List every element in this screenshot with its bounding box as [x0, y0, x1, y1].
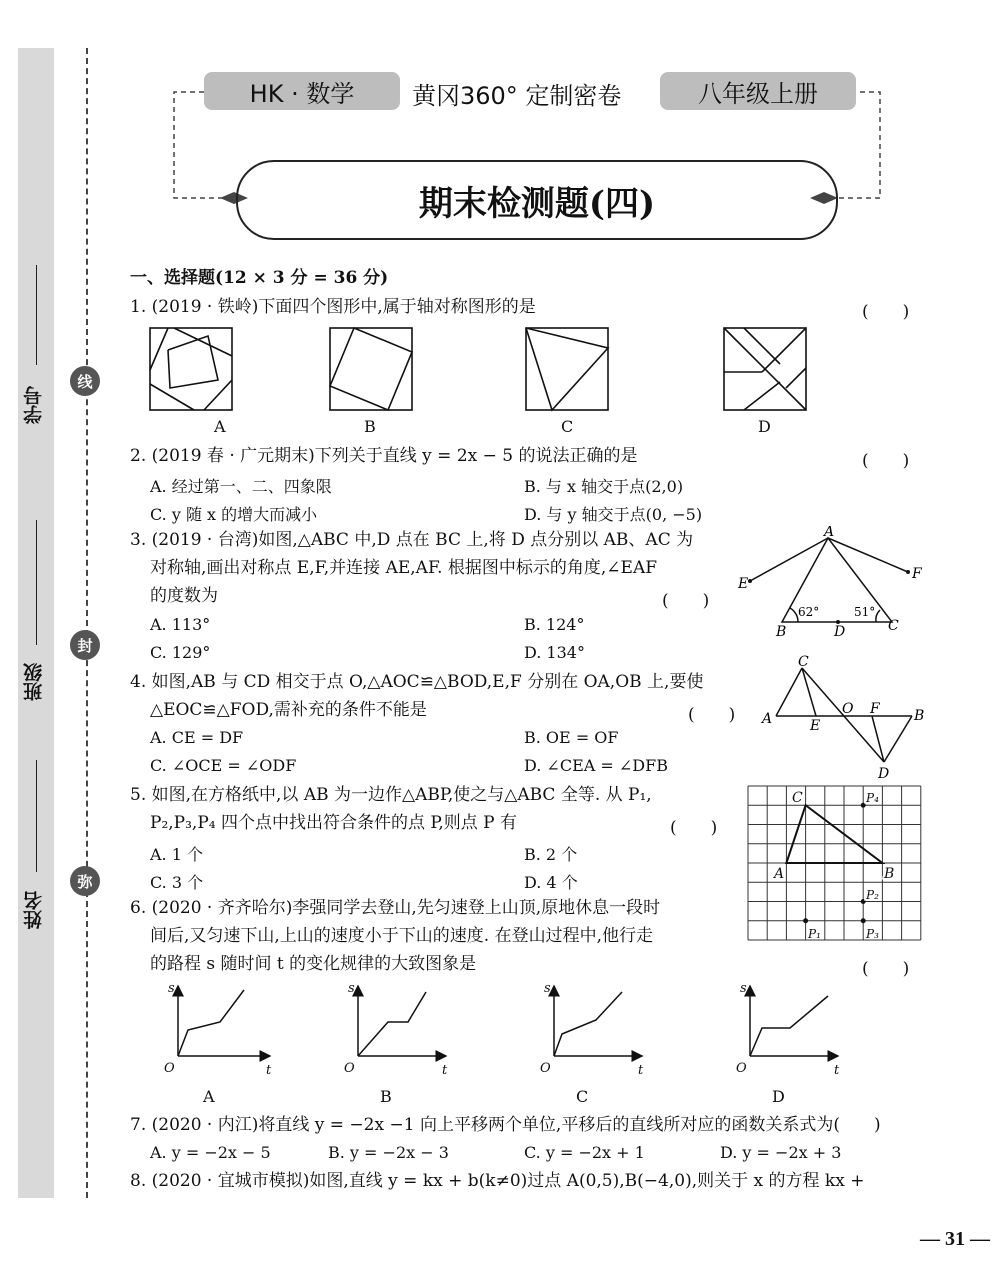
section-heading: 一、选择题(12 × 3 分 = 36 分) [130, 268, 389, 288]
q6-axis-s-b: s [348, 981, 355, 996]
q5-option-c[interactable]: C. 3 个 [150, 873, 204, 892]
q7-option-b[interactable]: B. y = −2x − 3 [328, 1143, 449, 1162]
q3-stem-line2: 对称轴,画出对称点 E,F,并连接 AE,AF. 根据图中标示的角度,∠EAF [150, 558, 658, 578]
student-id-line [36, 265, 38, 365]
q4-stem-line2: △EOC≌△FOD,需补充的条件不能是 [150, 700, 427, 720]
q4-label-b: B [914, 708, 925, 724]
q7-option-c[interactable]: C. y = −2x + 1 [524, 1143, 645, 1162]
q1-figure-b [330, 328, 412, 410]
q6-axis-s-c: s [544, 981, 551, 996]
class-label: 班级 [23, 663, 45, 701]
exam-title: 期末检测题(四) [236, 160, 838, 240]
q2-option-b[interactable]: B. 与 x 轴交于点(2,0) [524, 477, 684, 496]
q4-option-d[interactable]: D. ∠CEA = ∠DFB [524, 756, 668, 775]
q4-label-e: E [810, 718, 821, 734]
q3-angle-c: 51° [854, 605, 876, 619]
q3-answer-paren[interactable]: ( ) [662, 591, 710, 611]
series-title: 黄冈360° 定制密卷 [412, 82, 622, 110]
q5-stem-line1: 5. 如图,在方格纸中,以 AB 为一边作△ABP,使之与△ABC 全等. 从 P₁, [130, 785, 652, 805]
q3-option-d[interactable]: D. 134° [524, 643, 585, 662]
q3-option-b[interactable]: B. 124° [524, 615, 585, 634]
q4-figure [760, 654, 930, 782]
q5-label-p4: P₄ [866, 791, 879, 805]
page-number: — 31 — [920, 1228, 990, 1250]
q5-option-b[interactable]: B. 2 个 [524, 845, 578, 864]
q2-option-a[interactable]: A. 经过第一、二、四象限 [150, 477, 332, 496]
q6-origin-d: O [736, 1061, 747, 1076]
q5-option-d[interactable]: D. 4 个 [524, 873, 578, 892]
q4-label-f: F [870, 701, 880, 717]
q1-answer-paren[interactable]: ( ) [862, 302, 910, 322]
seal-line: 线 [70, 366, 100, 396]
q3-label-e: E [738, 576, 749, 592]
q8-stem: 8. (2020 · 宜城市模拟)如图,直线 y = kx + b(k≠0)过点 A(0,5),B(−4,0),则关于 x 的方程 kx + [130, 1171, 865, 1191]
q2-answer-paren[interactable]: ( ) [862, 451, 910, 471]
name-line [36, 760, 38, 872]
subject-pill: HK · 数学 [204, 72, 400, 110]
q4-option-a[interactable]: A. CE = DF [150, 728, 244, 747]
name-label: 姓名 [23, 891, 45, 929]
q6-axis-t-d: t [834, 1063, 840, 1078]
q6-stem-line1: 6. (2020 · 齐齐哈尔)李强同学去登山,先匀速登上山顶,原地休息一段时 [130, 898, 661, 918]
q3-label-b: B [776, 624, 787, 640]
q4-option-c[interactable]: C. ∠OCE = ∠ODF [150, 756, 297, 775]
q4-label-a: A [762, 711, 773, 727]
q3-option-a[interactable]: A. 113° [150, 615, 211, 634]
q1-label-b: B [364, 417, 376, 436]
q6-axis-s-a: s [168, 981, 175, 996]
q2-option-d[interactable]: D. 与 y 轴交于点(0, −5) [524, 505, 703, 524]
q2-option-c[interactable]: C. y 随 x 的增大而减小 [150, 505, 318, 524]
q5-label-p2: P₂ [866, 888, 879, 902]
q5-label-p1: P₁ [808, 927, 821, 941]
q6-axis-t-c: t [638, 1063, 644, 1078]
q6-origin-b: O [344, 1061, 355, 1076]
q5-label-p3: P₃ [866, 927, 879, 941]
q7-stem: 7. (2020 · 内江)将直线 y = −2x −1 向上平移两个单位,平移后的直线所对应的函数关系式为( ) [130, 1115, 881, 1135]
q3-label-a: A [824, 526, 835, 540]
grade-pill: 八年级上册 [660, 72, 856, 110]
q6-answer-paren[interactable]: ( ) [862, 959, 910, 979]
q6-axis-t-b: t [442, 1063, 448, 1078]
q6-graph-b-line [358, 992, 426, 1056]
q1-label-d: D [758, 417, 771, 436]
q6-label-c: C [576, 1087, 589, 1106]
q3-triangle-figure [730, 526, 930, 641]
q3-angle-b: 62° [798, 605, 820, 619]
q3-stem-line1: 3. (2019 · 台湾)如图,△ABC 中,D 点在 BC 上,将 D 点分别以 AB、AC 为 [130, 530, 694, 550]
q6-graph-a-line [178, 990, 244, 1056]
q6-origin-a: O [164, 1061, 175, 1076]
q5-answer-paren[interactable]: ( ) [670, 818, 718, 838]
q1-label-a: A [214, 417, 226, 436]
seal-close: 弥 [70, 866, 100, 896]
student-id-label: 学号 [23, 386, 45, 424]
q3-stem-line3: 的度数为 [150, 586, 218, 606]
q6-label-d: D [772, 1087, 785, 1106]
q6-stem-line2: 间后,又匀速下山,上山的速度小于下山的速度. 在登山过程中,他行走 [150, 926, 654, 946]
q5-label-a: A [774, 866, 785, 882]
q6-graph-c-line [554, 992, 622, 1056]
q3-option-c[interactable]: C. 129° [150, 643, 211, 662]
q6-axis-t-a: t [266, 1063, 272, 1078]
q1-figures [140, 322, 840, 414]
q1-label-c: C [561, 417, 574, 436]
q6-axis-s-d: s [740, 981, 747, 996]
q5-stem-line2: P₂,P₃,P₄ 四个点中找出符合条件的点 P,则点 P 有 [150, 813, 518, 833]
q6-origin-c: O [540, 1061, 551, 1076]
q4-label-d: D [878, 766, 890, 782]
q5-option-a[interactable]: A. 1 个 [150, 845, 203, 864]
q5-label-b: B [884, 866, 895, 882]
q5-grid-figure [746, 782, 926, 944]
q6-graphs [140, 978, 850, 1088]
q7-option-a[interactable]: A. y = −2x − 5 [150, 1143, 271, 1162]
q3-label-f: F [912, 566, 922, 582]
q4-stem-line1: 4. 如图,AB 与 CD 相交于点 O,△AOC≌△BOD,E,F 分别在 OA,OB 上,要使 [130, 672, 704, 692]
q4-answer-paren[interactable]: ( ) [688, 705, 736, 725]
seal-seal: 封 [70, 630, 100, 660]
class-line [36, 520, 38, 645]
q6-graph-d-line [750, 996, 828, 1056]
q7-option-d[interactable]: D. y = −2x + 3 [720, 1143, 842, 1162]
q2-stem: 2. (2019 春 · 广元期末)下列关于直线 y = 2x − 5 的说法正确的是 [130, 446, 638, 466]
binding-dashed-line [86, 48, 88, 1198]
q4-label-c: C [798, 654, 809, 670]
q4-label-o: O [842, 701, 854, 717]
q3-label-c: C [888, 618, 899, 634]
q5-label-c: C [792, 790, 803, 806]
q4-option-b[interactable]: B. OE = OF [524, 728, 619, 747]
q6-label-b: B [380, 1087, 392, 1106]
q1-stem: 1. (2019 · 铁岭)下面四个图形中,属于轴对称图形的是 [130, 297, 536, 317]
q3-label-d: D [834, 624, 846, 640]
q6-stem-line3: 的路程 s 随时间 t 的变化规律的大致图象是 [150, 954, 477, 974]
q6-label-a: A [203, 1087, 215, 1106]
